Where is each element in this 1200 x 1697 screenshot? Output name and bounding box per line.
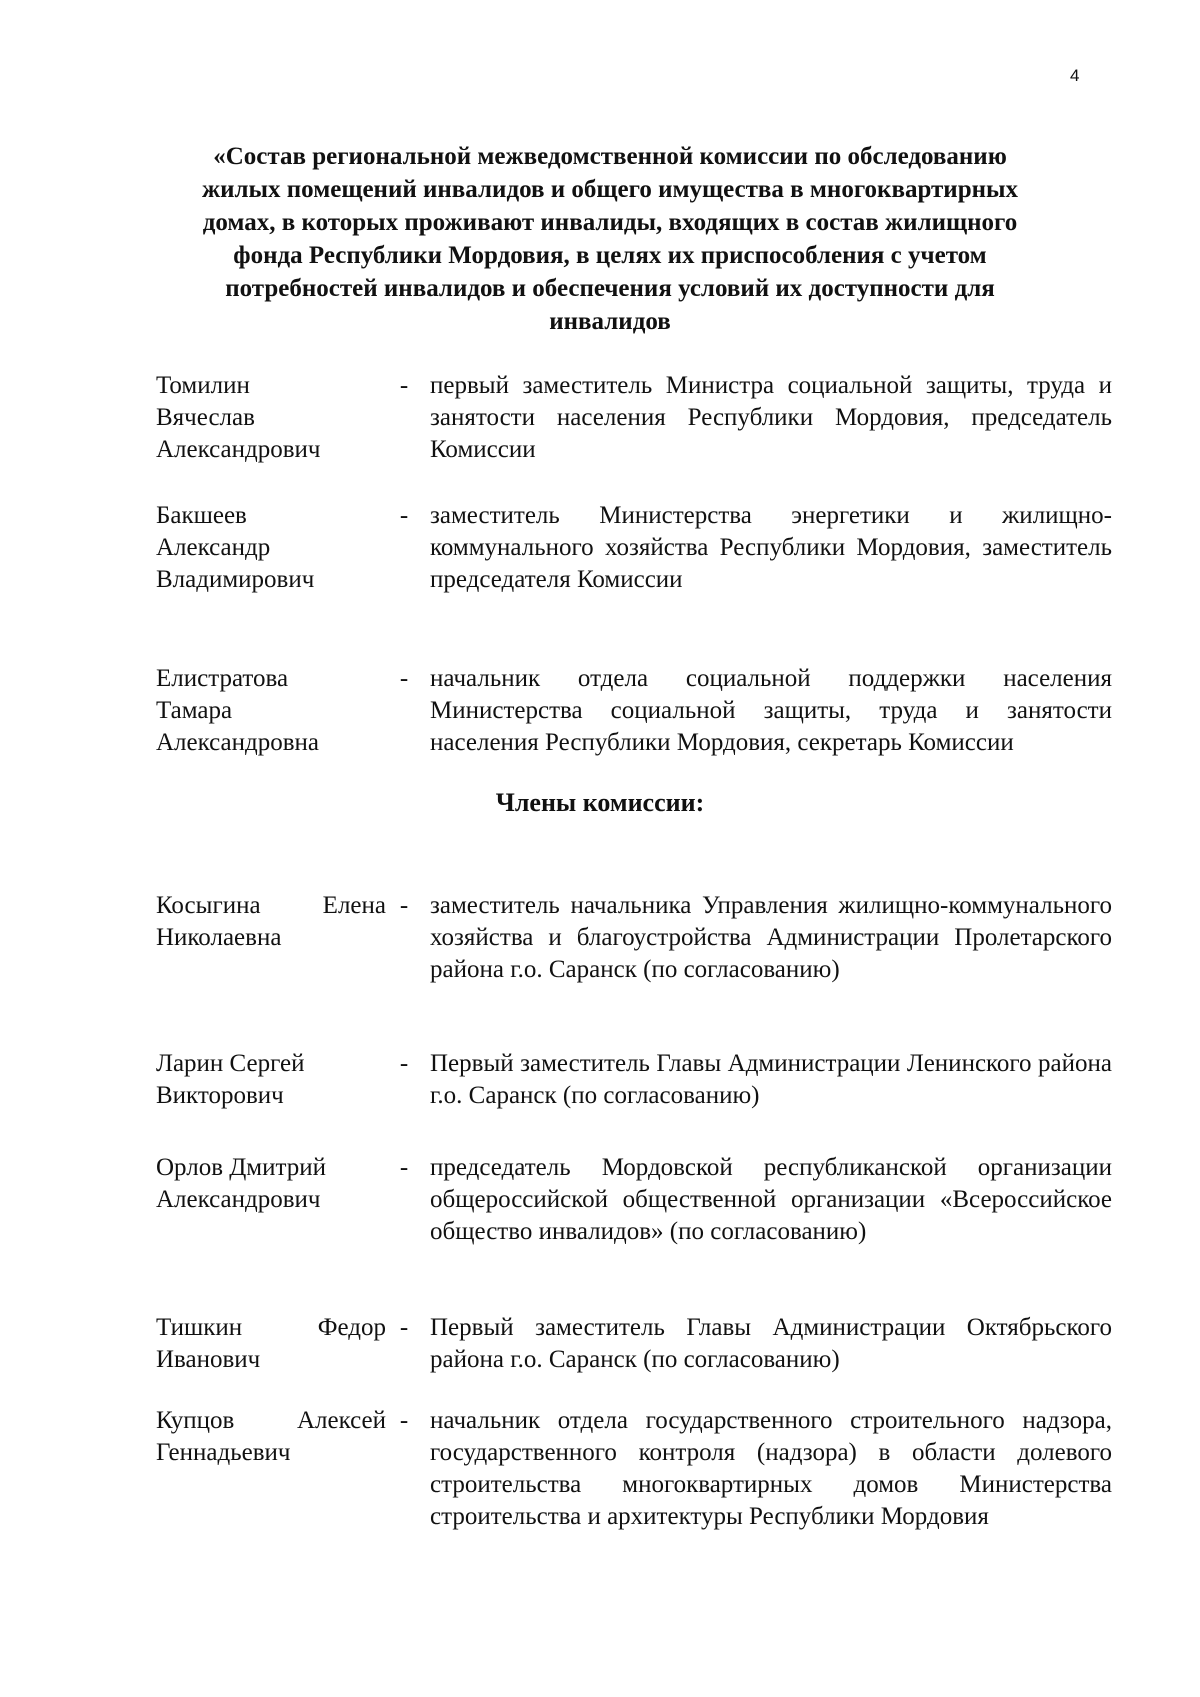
- name-line: Александрович: [156, 436, 321, 463]
- person-position: Первый заместитель Главы Администрации Ленинского района г.о. Саранск (по согласованию): [430, 1050, 1112, 1109]
- title-line: фонда Республики Мордовия, в целях их приспособления с учетом: [233, 242, 987, 269]
- dash-separator: -: [399, 1050, 409, 1077]
- dash-separator: -: [399, 1314, 409, 1341]
- name-line: Елистратова: [156, 665, 289, 692]
- dash-separator: -: [399, 1154, 409, 1181]
- dash-separator: -: [399, 892, 409, 919]
- person-position: председатель Мордовской республиканской организации общероссийской общественной организации «Всероссийское общество инвалидов» (по согласованию): [430, 1154, 1112, 1245]
- name-line: Купцов Алексей: [156, 1407, 386, 1434]
- title-line: жилых помещений инвалидов и общего имущества в многоквартирных: [201, 176, 1019, 203]
- person-name: [156, 500, 386, 596]
- name-line: Тамара: [156, 697, 233, 724]
- person-name: [156, 1152, 386, 1216]
- dash-separator: -: [399, 372, 409, 399]
- name-line: Вячеслав: [156, 404, 255, 431]
- name-line: Николаевна: [156, 924, 282, 951]
- person-position: начальник отдела государственного строительного надзора, государственного контроля (надзора) в области долевого строительства многоквартирных домов Министерства строительства и архитектуры Республики Мордовия: [430, 1407, 1112, 1530]
- dash-separator: -: [399, 665, 409, 692]
- name-line: Геннадьевич: [156, 1439, 291, 1466]
- dash-separator: -: [399, 1407, 409, 1434]
- name-line: Александрович: [156, 1186, 321, 1213]
- name-line: Викторович: [156, 1082, 284, 1109]
- page-number: 4: [1070, 66, 1080, 85]
- person-position: заместитель начальника Управления жилищно-коммунального хозяйства и благоустройства Администрации Пролетарского района г.о. Саранск (по согласованию): [430, 892, 1112, 983]
- name-line: Ларин Сергей: [156, 1050, 305, 1077]
- person-name: [156, 663, 386, 759]
- name-line: Александр: [156, 534, 271, 561]
- person-name: [156, 370, 386, 466]
- name-line: Томилин: [156, 372, 250, 399]
- person-position: начальник отдела социальной поддержки населения Министерства социальной защиты, труда и занятости населения Республики Мордовия, секретарь Комиссии: [430, 665, 1112, 756]
- person-position: заместитель Министерства энергетики и жилищно-коммунального хозяйства Республики Мордовия, заместитель председателя Комиссии: [430, 502, 1112, 593]
- person-position: первый заместитель Министра социальной защиты, труда и занятости населения Республики Мордовия, председатель Комиссии: [430, 372, 1112, 463]
- person-name: [156, 1405, 386, 1469]
- name-line: Бакшеев: [156, 502, 247, 529]
- name-line: Косыгина Елена: [156, 892, 386, 919]
- title-line: потребностей инвалидов и обеспечения условий их доступности для: [225, 275, 995, 302]
- document-title: [150, 140, 1070, 338]
- person-name: [156, 1048, 386, 1112]
- name-line: Тишкин Федор: [156, 1314, 386, 1341]
- title-line: домах, в которых проживают инвалиды, входящих в состав жилищного: [202, 209, 1018, 236]
- name-line: Александровна: [156, 729, 320, 756]
- title-line: инвалидов: [549, 308, 671, 335]
- dash-separator: -: [399, 502, 409, 529]
- person-name: [156, 1312, 386, 1376]
- members-heading: Члены комиссии:: [495, 788, 705, 817]
- name-line: Владимирович: [156, 566, 315, 593]
- person-position: Первый заместитель Главы Администрации Октябрьского района г.о. Саранск (по согласованию): [430, 1314, 1112, 1373]
- person-name: [156, 890, 386, 954]
- name-line: Иванович: [156, 1346, 261, 1373]
- title-line: «Состав региональной межведомственной комиссии по обследованию: [213, 143, 1007, 170]
- name-line: Орлов Дмитрий: [156, 1154, 326, 1181]
